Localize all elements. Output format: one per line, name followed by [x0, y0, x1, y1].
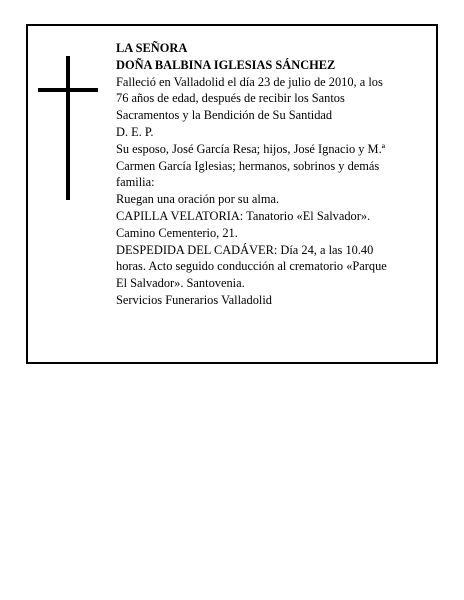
latin-cross-icon	[38, 56, 98, 200]
obituary-notice	[26, 24, 438, 364]
farewell-line-3: El Salvador». Santovenia.	[116, 276, 245, 291]
rip-line: D. E. P.	[116, 124, 154, 139]
prayer-request: Ruegan una oración por su alma.	[116, 192, 280, 207]
farewell-line-2: horas. Acto seguido conducción al crematorio «Parque	[116, 259, 387, 274]
family-line-3: familia:	[116, 175, 155, 190]
cross-horizontal-bar	[38, 88, 98, 92]
family-line-2: Carmen García Iglesias; hermanos, sobrinos y demás	[116, 158, 380, 173]
death-announcement-line-2: 76 años de edad, después de recibir los Santos	[116, 91, 345, 106]
heading-title: LA SEÑORA	[116, 41, 188, 55]
death-announcement-line-3: Sacramentos y la Bendición de Su Santidad	[116, 108, 333, 123]
notice-text	[116, 40, 434, 309]
chapel-line-2: Camino Cementerio, 21.	[116, 225, 238, 240]
death-announcement-line-1: Falleció en Valladolid el día 23 de julio de 2010, a los	[116, 74, 383, 89]
cross-vertical-bar	[66, 56, 70, 200]
funeral-services: Servicios Funerarios Valladolid	[116, 292, 273, 307]
family-line-1: Su esposo, José García Resa; hijos, José Ignacio y M.ª	[116, 141, 386, 156]
deceased-name: DOÑA BALBINA IGLESIAS SÁNCHEZ	[116, 57, 336, 72]
chapel-line-1: CAPILLA VELATORIA: Tanatorio «El Salvador».	[116, 208, 371, 223]
farewell-line-1: DESPEDIDA DEL CADÁVER: Día 24, a las 10.40	[116, 242, 374, 257]
